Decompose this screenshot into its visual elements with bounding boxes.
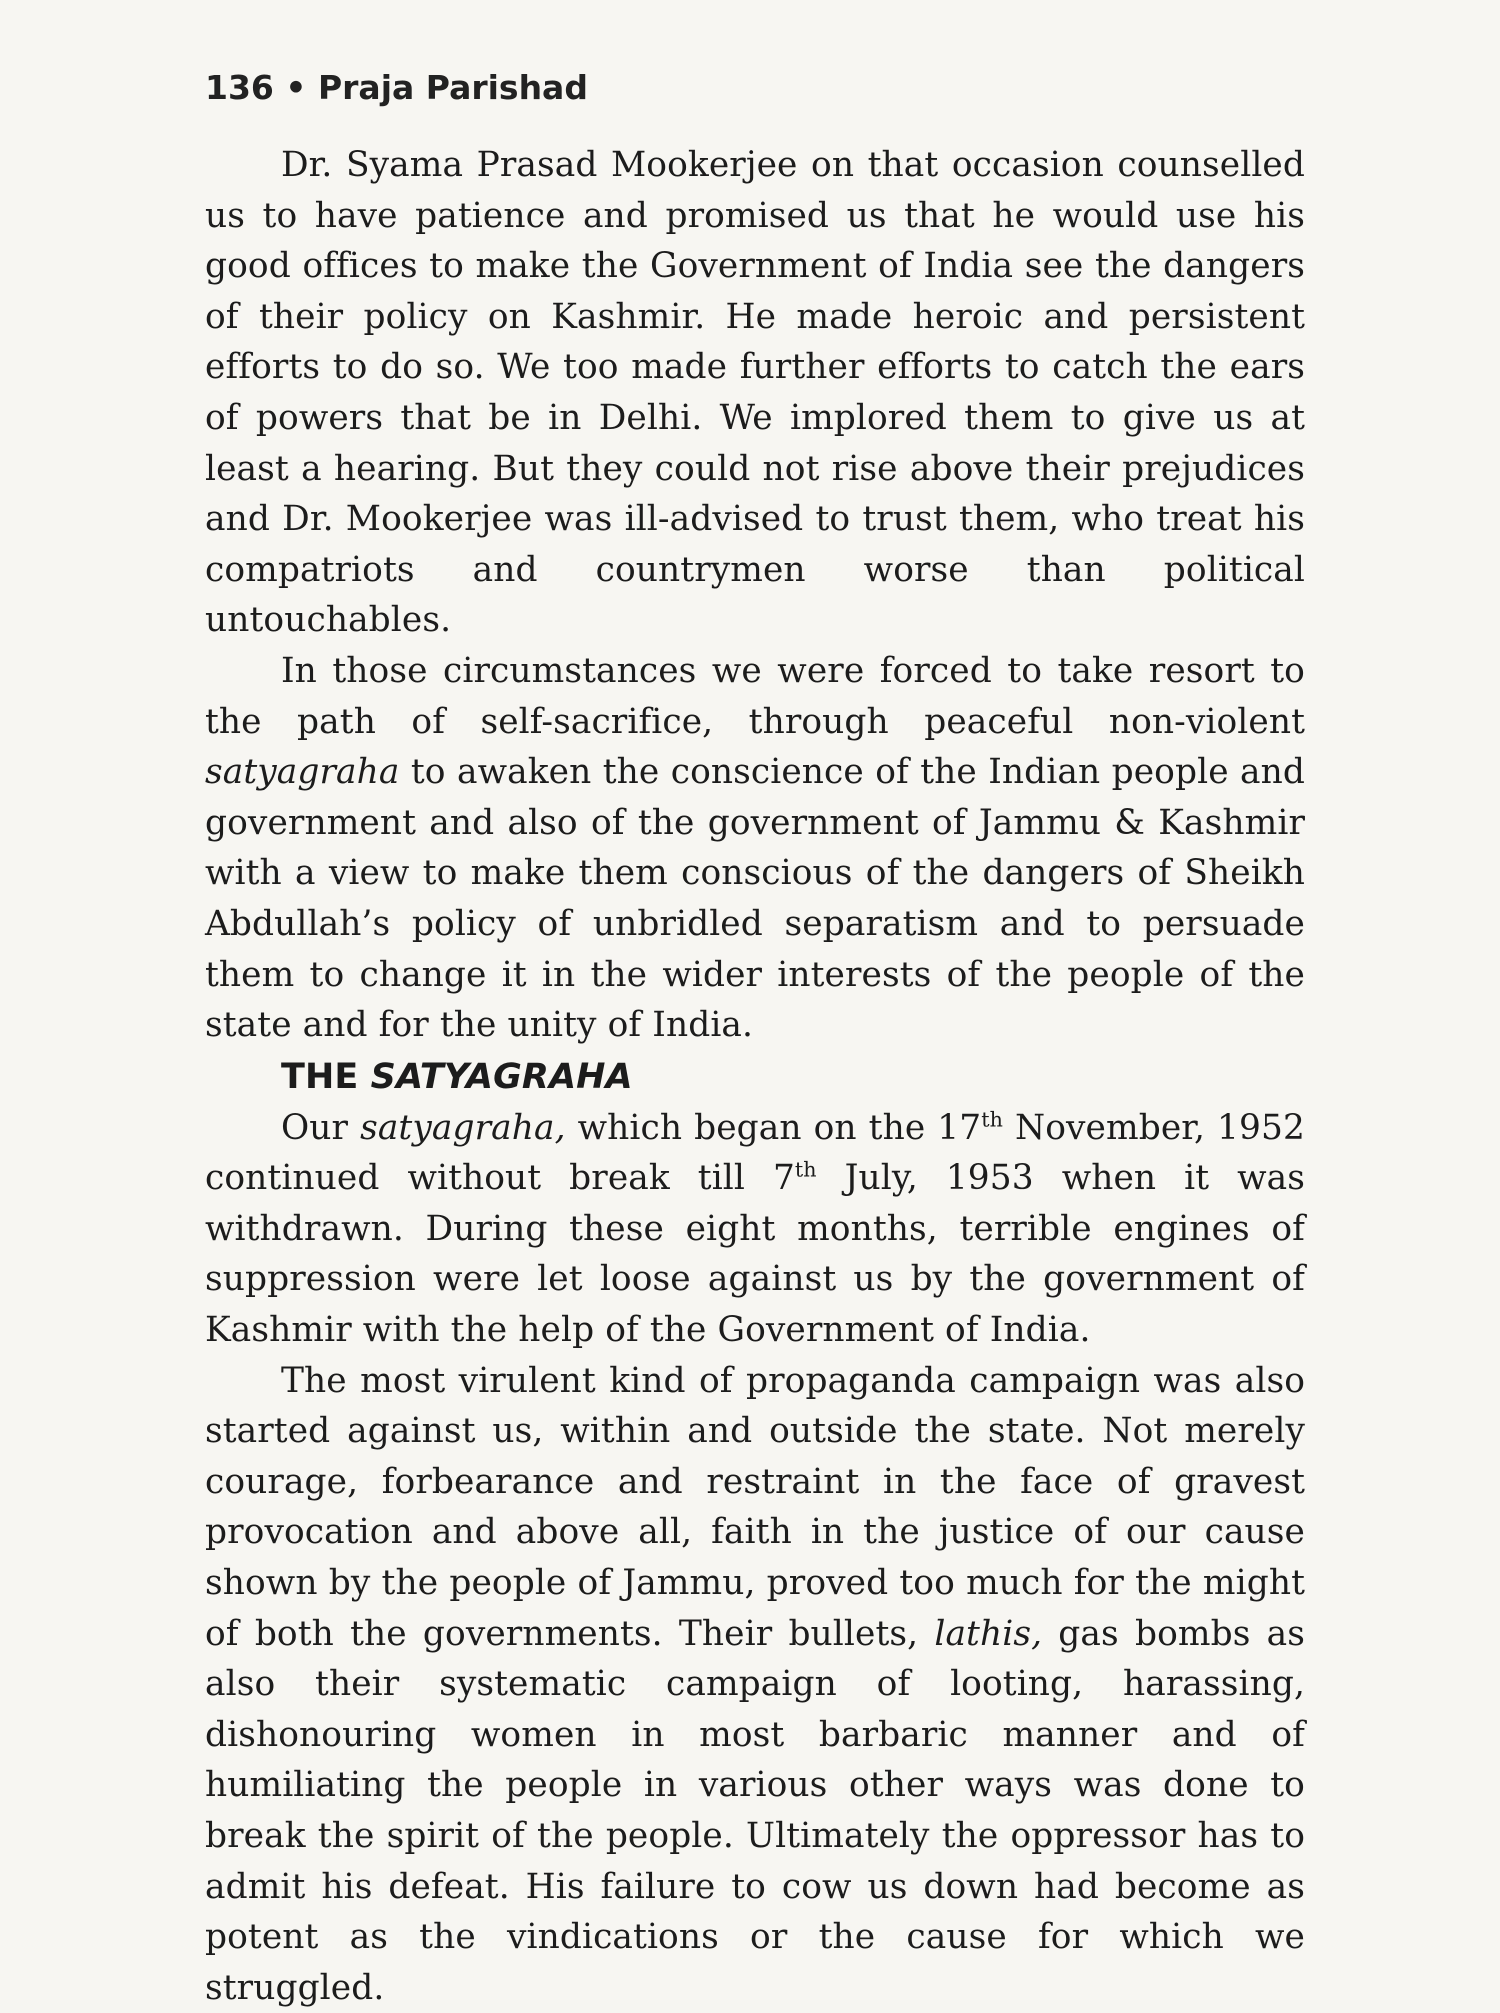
body-text: [205, 140, 1305, 2013]
section-heading-prefix: THE: [281, 1056, 371, 1097]
section-p1-sup-a: th: [981, 1107, 1004, 1132]
section-p1-text-d: July, 1953 when it was withdrawn. During these eight months, terrible engines of suppression were let loose against us by the government of Kashmir with the help of the Government of India.: [205, 1158, 1305, 1351]
section-paragraph-2: [205, 1356, 1305, 2013]
paragraph-2: [205, 646, 1305, 1051]
section-p1-text-b: which began on the 17: [565, 1107, 982, 1148]
paragraph-2-text-b: to awaken the conscience of the Indian people and government and also of the government of Jammu & Kashmir with a view to make them conscious of the dangers of Sheikh Abdullah’s policy of unbridled separatism and to persuade them to change it in the wider interests of the people of the state and for the unity of India.: [205, 752, 1305, 1046]
section-paragraph-1: [205, 1103, 1305, 1356]
section-p2-text-a: The most virulent kind of propaganda campaign was also started against us, within and outside the state. Not merely courage, forbearance and restraint in the face of gravest provocation and above all, faith in the justice of our cause shown by the people of Jammu, proved too much for the might of both the governments. Their bullets,: [205, 1360, 1305, 1654]
header-separator: •: [273, 68, 318, 107]
section-p1-italic: satyagraha,: [360, 1107, 566, 1148]
page-number: 136: [205, 68, 274, 107]
book-title: Praja Parishad: [317, 68, 588, 107]
section-heading-italic: SATYAGRAHA: [370, 1056, 633, 1097]
section-p1-sup-b: th: [794, 1157, 817, 1182]
paragraph-2-italic: satyagraha: [205, 752, 400, 793]
section-p2-italic: lathis,: [934, 1613, 1043, 1654]
section-p2-text-b: gas bombs as also their systematic campaign of looting, harassing, dishonouring women in most barbaric manner and of humiliating the people in various other ways was done to break the spirit of the people. Ultimately the oppressor has to admit his defeat. His failure to cow us down had become as potent as the vindications or the cause for which we struggled.: [205, 1613, 1305, 2008]
section-p1-text-c: November, 1952 continued without break till 7: [205, 1107, 1305, 1199]
paragraph-2-text-a: In those circumstances we were forced to take resort to the path of self-sacrifice, through peaceful non-violent: [205, 650, 1305, 742]
running-header: [205, 68, 588, 107]
section-p1-text-a: Our: [281, 1107, 361, 1148]
section-heading: [205, 1051, 1305, 1103]
paragraph-1: Dr. Syama Prasad Mookerjee on that occasion counselled us to have patience and promised us that he would use his good offices to make the Government of India see the dangers of their policy on Kashmir. He made heroic and persistent efforts to do so. We too made further efforts to catch the ears of powers that be in Delhi. We implored them to give us at least a hearing. But they could not rise above their prejudices and Dr. Mookerjee was ill-advised to trust them, who treat his compatriots and countrymen worse than political untouchables.: [205, 145, 1305, 641]
